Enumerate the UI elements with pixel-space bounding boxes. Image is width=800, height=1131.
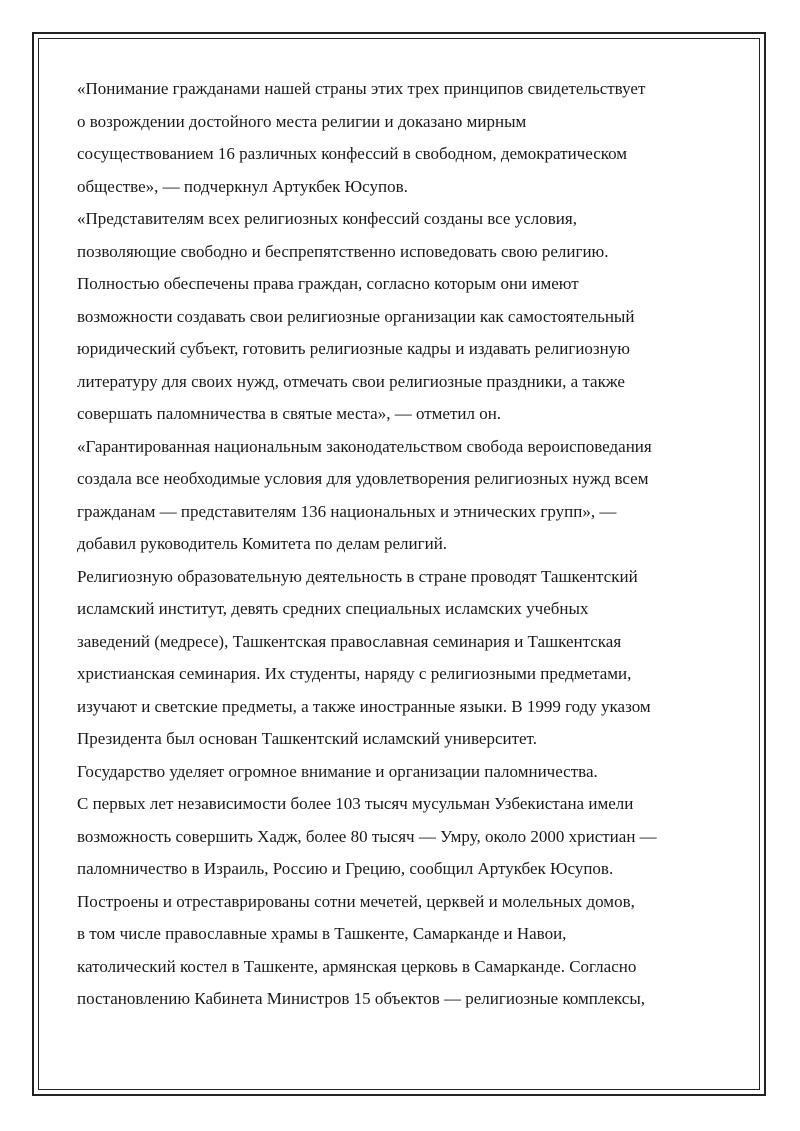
text-line: паломничество в Израиль, Россию и Грецию, сообщил Артукбек Юсупов.: [77, 859, 614, 878]
text-line: заведений (медресе), Ташкентская православная семинария и Ташкентская: [77, 631, 622, 651]
text-line: «Понимание гражданами нашей страны этих трех принципов свидетельствует: [77, 79, 646, 98]
text-line: добавил руководитель Комитета по делам религий.: [77, 534, 448, 553]
document-body: [77, 73, 727, 1016]
text-line: изучают и светские предметы, а также иностранные языки. В 1999 году указом: [77, 696, 651, 716]
text-line: о возрождении достойного места религии и доказано мирным: [77, 111, 527, 131]
text-line: юридический субъект, готовить религиозные кадры и издавать религиозную: [77, 339, 630, 358]
text-line: гражданам — представителям 136 национальных и этнических групп», —: [77, 501, 617, 521]
text-line: Полностью обеспечены права граждан, согласно которым они имеют: [77, 274, 579, 293]
text-line: христианская семинария. Их студенты, наряду с религиозными предметами,: [77, 664, 632, 683]
text-line: Государство уделяет огромное внимание и организации паломничества.: [77, 761, 598, 781]
text-line: католический костел в Ташкенте, армянская церковь в Самарканде. Согласно: [77, 956, 637, 976]
text-line: литературу для своих нужд, отмечать свои религиозные праздники, а также: [77, 371, 625, 391]
text-line: «Представителям всех религиозных конфессий созданы все условия,: [77, 209, 577, 228]
text-line: Президента был основан Ташкентский исламский университет.: [77, 729, 537, 748]
text-line: исламский институт, девять средних специальных исламских учебных: [77, 599, 589, 618]
text-line: Религиозную образовательную деятельность в стране проводят Ташкентский: [77, 566, 638, 586]
text-line: «Гарантированная национальным законодательством свобода вероисповедания: [77, 436, 652, 456]
text-line: С первых лет независимости более 103 тысяч мусульман Узбекистана имели: [77, 794, 634, 813]
text-line: возможности создавать свои религиозные организации как самостоятельный: [77, 306, 635, 326]
text-line: сосуществованием 16 различных конфессий в свободном, демократическом: [77, 144, 628, 163]
text-line: в том числе православные храмы в Ташкенте, Самарканде и Навои,: [77, 924, 567, 943]
text-line: создала все необходимые условия для удовлетворения религиозных нужд всем: [77, 469, 649, 488]
text-line: совершать паломничества в святые места», — отметил он.: [77, 404, 502, 423]
text-line: Построены и отреставрированы сотни мечетей, церквей и молельных домов,: [77, 891, 635, 911]
text-line: постановлению Кабинета Министров 15 объектов — религиозные комплексы,: [77, 989, 645, 1008]
text-line: возможность совершить Хадж, более 80 тысяч — Умру, около 2000 христиан —: [77, 826, 657, 846]
text-line: позволяющие свободно и беспрепятственно исповедовать свою религию.: [77, 241, 609, 261]
text-line: обществе», — подчеркнул Артукбек Юсупов.: [77, 176, 408, 196]
